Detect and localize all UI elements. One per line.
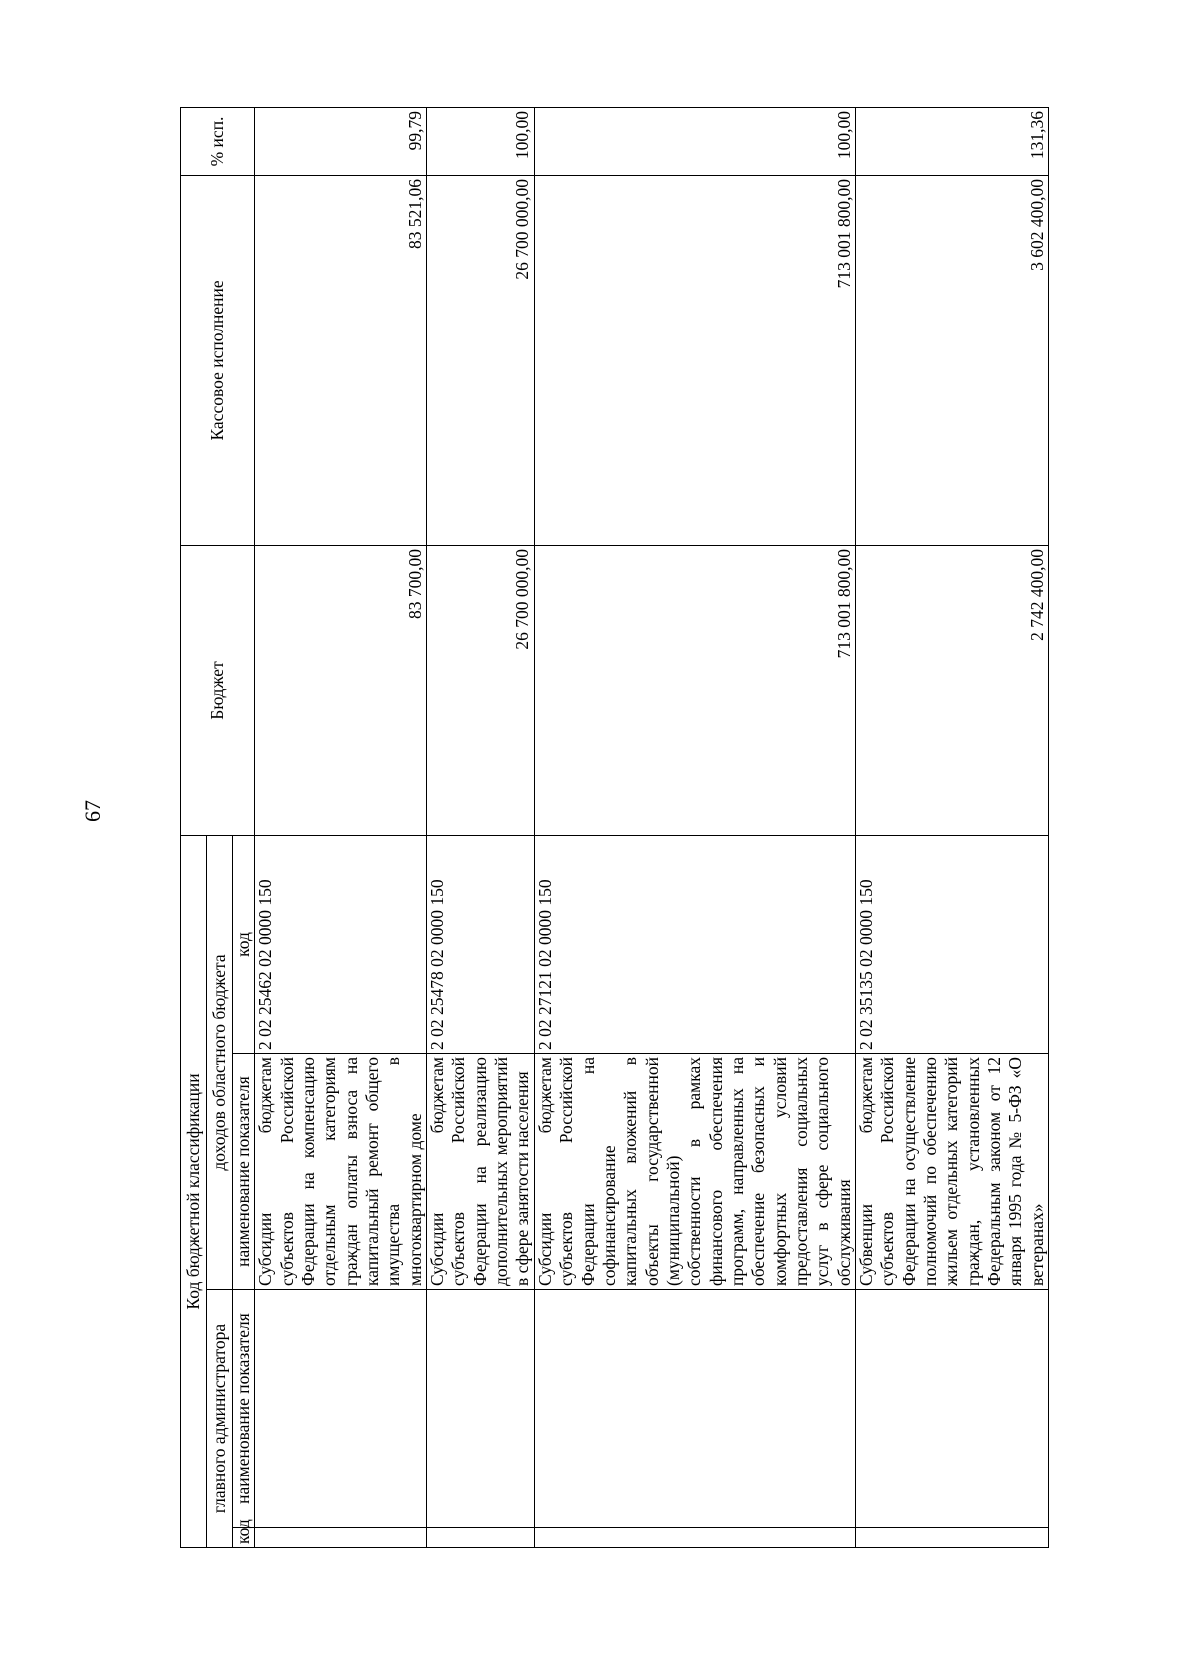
header-admin-code: код: [233, 1528, 255, 1548]
header-main-administrator: главного администратора: [207, 1290, 233, 1548]
indicator-name-cell: Субсидии бюджетам субъектов Российской Федерации на компенсацию отдельным категориям граждан оплаты взноса на капитальный ремонт общего имущества в многоквартирном доме: [255, 1054, 427, 1290]
table-row: [855, 107, 1048, 1547]
header-budget: Бюджет: [181, 545, 255, 835]
table-row: [427, 107, 535, 1547]
header-revenue-name: наименование показателя: [233, 1054, 255, 1290]
admin-code-cell: [855, 1528, 1048, 1548]
percent-cell: 99,79: [255, 107, 427, 175]
budget-cell: 26 700 000,00: [427, 545, 535, 835]
admin-code-cell: [534, 1528, 855, 1548]
page-number: 67: [80, 800, 105, 822]
percent-cell: 131,36: [855, 107, 1048, 175]
cash-execution-cell: 26 700 000,00: [427, 175, 535, 545]
revenue-code-cell: 2 02 27121 02 0000 150: [534, 835, 855, 1053]
budget-cell: 713 001 800,00: [534, 545, 855, 835]
admin-name-cell: [427, 1290, 535, 1528]
revenue-code-cell: 2 02 35135 02 0000 150: [855, 835, 1048, 1053]
budget-table: [180, 107, 1049, 1548]
indicator-name-cell: Субвенции бюджетам субъектов Российской Федерации на осуществление полномочий по обеспечению жильем отдельных категорий граждан, установленных Федеральным законом от 12 января 1995 года № 5-ФЗ «О ветеранах»: [855, 1054, 1048, 1290]
revenue-code-cell: 2 02 25478 02 0000 150: [427, 835, 535, 1053]
cash-execution-cell: 83 521,06: [255, 175, 427, 545]
table-row: [534, 107, 855, 1547]
revenue-code-cell: 2 02 25462 02 0000 150: [255, 835, 427, 1053]
admin-code-cell: [255, 1528, 427, 1548]
admin-name-cell: [534, 1290, 855, 1528]
header-cash-execution: Кассовое исполнение: [181, 175, 255, 545]
percent-cell: 100,00: [427, 107, 535, 175]
budget-cell: 2 742 400,00: [855, 545, 1048, 835]
header-classification: Код бюджетной классификации: [181, 835, 207, 1547]
cash-execution-cell: 3 602 400,00: [855, 175, 1048, 545]
indicator-name-cell: Субсидии бюджетам субъектов Российской Федерации на софинансирование капитальных вложений в объекты государственной (муниципальной) собственности в рамках финансового обеспечения программ, направленных на обеспечение безопасных и комфортных условий предоставления социальных услуг в сфере социального обслуживания: [534, 1054, 855, 1290]
admin-name-cell: [255, 1290, 427, 1528]
percent-cell: 100,00: [534, 107, 855, 175]
admin-code-cell: [427, 1528, 535, 1548]
header-percent: % исп.: [181, 107, 255, 175]
budget-table-wrapper: [180, 108, 1047, 1548]
header-regional-revenue: доходов областного бюджета: [207, 835, 233, 1289]
header-admin-name: наименование показателя: [233, 1290, 255, 1528]
table-row: [255, 107, 427, 1547]
indicator-name-cell: Субсидии бюджетам субъектов Российской Федерации на реализацию дополнительных мероприятий в сфере занятости населения: [427, 1054, 535, 1290]
admin-name-cell: [855, 1290, 1048, 1528]
budget-cell: 83 700,00: [255, 545, 427, 835]
cash-execution-cell: 713 001 800,00: [534, 175, 855, 545]
header-revenue-code: код: [233, 835, 255, 1053]
